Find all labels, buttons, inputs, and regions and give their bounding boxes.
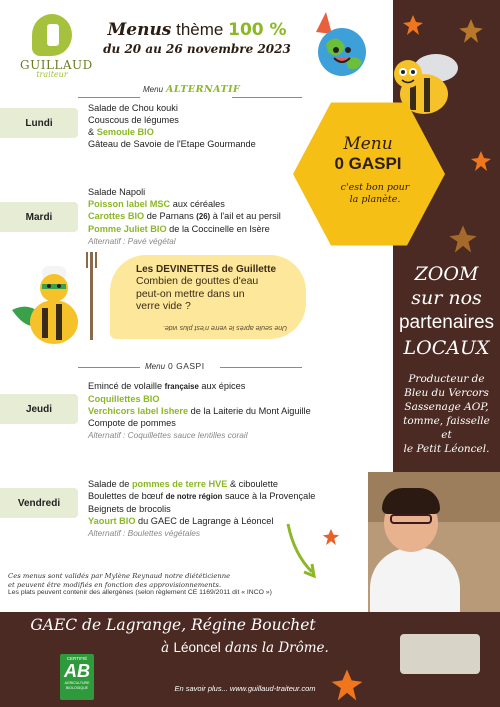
meal-bio: Semoule BIO xyxy=(96,127,154,137)
meal-text: & ciboulette xyxy=(227,479,278,489)
section-label-alternatif xyxy=(143,84,240,95)
partner-line: Producteur de xyxy=(408,373,485,385)
ab-organic-logo xyxy=(60,654,94,700)
zoom-partners xyxy=(393,262,500,456)
meal-bio: Coquillettes BIO xyxy=(88,394,160,404)
title-theme: thème xyxy=(176,20,224,39)
meal-alternative: Alternatif : Coquillettes sauce lentilles corail xyxy=(88,430,248,440)
meal-line xyxy=(88,515,388,527)
glasses-icon xyxy=(390,514,432,524)
brand-logo xyxy=(20,14,93,79)
riddle-title: Les DEVINETTES de Guillette xyxy=(136,264,277,275)
section-name: ALTERNATIF xyxy=(166,84,241,95)
meal-line xyxy=(88,126,388,138)
hex-gaspi-label: 0 GASPI xyxy=(334,154,402,173)
section-divider xyxy=(78,367,140,368)
meal-bio: Pomme Juliet BIO xyxy=(88,224,167,234)
riddle-line: verre vide ? xyxy=(136,300,191,312)
meal-bio: Carottes BIO xyxy=(88,211,145,221)
leaf-icon xyxy=(448,224,478,254)
meal-line xyxy=(88,198,388,210)
footer-producer: GAEC de Lagrange, Régine Bouchet xyxy=(30,616,316,634)
bee-chef-mascot-icon xyxy=(10,250,106,354)
earth-mascot-icon xyxy=(306,12,372,82)
meal-line: Beignets de brocolis xyxy=(88,504,171,514)
meal-line xyxy=(88,478,388,490)
brand-sub: traiteur xyxy=(36,70,68,79)
meal-alternative: Alternatif : Boulettes végétales xyxy=(88,528,201,538)
meal-line xyxy=(88,380,388,393)
meal-line: Couscous de légumes xyxy=(88,115,179,125)
meal-text: Salade de xyxy=(88,479,132,489)
meal-small: (26) xyxy=(196,212,211,221)
note-line: et peuvent être modifiés en fonction des approvisionnements. xyxy=(8,580,222,589)
partner-line: Sassenage AOP, xyxy=(404,401,489,413)
meal-bio: Verchicors label Ishere xyxy=(88,406,189,416)
footer-text: à xyxy=(161,640,174,656)
meals-mardi xyxy=(88,186,388,247)
section-prefix: Menu xyxy=(143,85,164,94)
riddle-answer: Une seule après le verre n'est plus vide. xyxy=(162,324,288,331)
meal-small: de notre région xyxy=(165,492,223,501)
meal-text: à l'ail et au persil xyxy=(210,211,281,221)
zoom-line: partenaires xyxy=(398,312,495,333)
day-label-jeudi: Jeudi xyxy=(0,394,78,424)
meal-text: Emincé de volaille xyxy=(88,381,165,391)
hex-menu-label: Menu xyxy=(343,134,393,154)
zoom-line: ZOOM xyxy=(414,263,479,285)
meal-line xyxy=(88,405,388,417)
meal-text: aux céréales xyxy=(170,199,225,209)
riddle-line: Combien de gouttes d'eau xyxy=(136,275,259,287)
page-title xyxy=(92,20,302,40)
meal-text: aux épices xyxy=(198,381,246,391)
section-prefix: Menu xyxy=(145,361,166,371)
section-label-gaspi xyxy=(145,361,205,371)
meal-bio: Poisson label MSC xyxy=(88,199,171,209)
riddle-line: peut-on mettre dans un xyxy=(136,287,245,300)
note-line: Les plats peuvent contenir des allergènes (selon règlement CE 1169/2011 dit « INCO ») xyxy=(8,589,272,596)
footer-location xyxy=(150,640,340,656)
hex-slogan-line: c'est bon pour xyxy=(340,182,410,193)
brand-name: GUILLAUD xyxy=(20,58,93,72)
meal-bio: Yaourt BIO xyxy=(88,516,136,526)
meal-line: Salade de Chou kouki xyxy=(88,103,178,113)
section-divider xyxy=(78,97,140,98)
ab-caption: AGRICULTURE xyxy=(64,681,90,685)
leaf-icon xyxy=(402,14,424,36)
section-divider xyxy=(232,97,302,98)
partner-line: tomme, faisselle et xyxy=(403,415,490,441)
meal-text: de Parnans xyxy=(144,211,197,221)
person-body xyxy=(370,548,460,612)
meal-alternative: Alternatif : Pavé végétal xyxy=(88,236,176,246)
meal-line: Compote de pommes xyxy=(88,418,176,428)
meals-lundi xyxy=(88,102,388,150)
meal-text: de la Laiterie du Mont Aiguille xyxy=(188,406,311,416)
person-hair xyxy=(382,488,440,514)
leaf-icon xyxy=(470,150,492,172)
day-label-mardi: Mardi xyxy=(0,202,78,232)
meals-vendredi xyxy=(88,478,388,539)
leaf-icon xyxy=(458,18,484,44)
meal-bio: pommes de terre HVE xyxy=(131,479,228,489)
ab-mark: AB xyxy=(64,661,90,681)
title-menus: Menus xyxy=(107,20,172,40)
footer-text: dans la Drôme. xyxy=(220,640,329,656)
partner-description xyxy=(393,372,500,456)
note-line: Ces menus sont validés par Mylène Reynaud notre diététicienne xyxy=(8,572,231,580)
chef-hat-icon xyxy=(32,14,72,56)
meal-line xyxy=(88,490,388,503)
website-link[interactable]: En savoir plus... www.guillaud-traiteur.com xyxy=(174,684,316,693)
day-label-lundi: Lundi xyxy=(0,108,78,138)
partner-line: Bleu du Vercors xyxy=(404,387,489,399)
zoom-line: LOCAUX xyxy=(403,337,490,359)
meal-line xyxy=(88,223,388,235)
section-name: 0 GASPI xyxy=(168,361,205,371)
meal-text: de la Coccinelle en Isère xyxy=(166,224,270,234)
meal-line: Salade Napoli xyxy=(88,187,146,197)
meal-text: du GAEC de Lagrange à Léoncel xyxy=(135,516,274,526)
meal-text: & xyxy=(88,127,97,137)
partner-line: le Petit Léoncel. xyxy=(403,443,490,455)
dietitian-note xyxy=(8,572,288,598)
meal-line xyxy=(88,210,388,223)
meal-small: française xyxy=(164,382,199,391)
day-label-vendredi: Vendredi xyxy=(0,488,78,518)
section-divider xyxy=(220,367,302,368)
footer-place: Léoncel xyxy=(173,640,221,655)
meal-text: Boulettes de bœuf xyxy=(88,491,166,501)
ab-caption: BIOLOGIQUE xyxy=(66,686,88,690)
meal-line: Gâteau de Savoie de l'Etape Gourmande xyxy=(88,139,256,149)
meal-text: sauce à la Provençale xyxy=(222,491,316,501)
ab-certified: CERTIFIÉ xyxy=(66,656,88,661)
zoom-line: sur nos xyxy=(411,287,482,309)
title-accent: 100 % xyxy=(228,20,287,40)
meals-jeudi xyxy=(88,380,388,441)
page-dates: du 20 au 26 novembre 2023 xyxy=(103,42,291,56)
cheese-tray xyxy=(400,634,480,674)
arrow-icon xyxy=(284,520,318,580)
hex-slogan-line: la planète. xyxy=(349,194,401,205)
